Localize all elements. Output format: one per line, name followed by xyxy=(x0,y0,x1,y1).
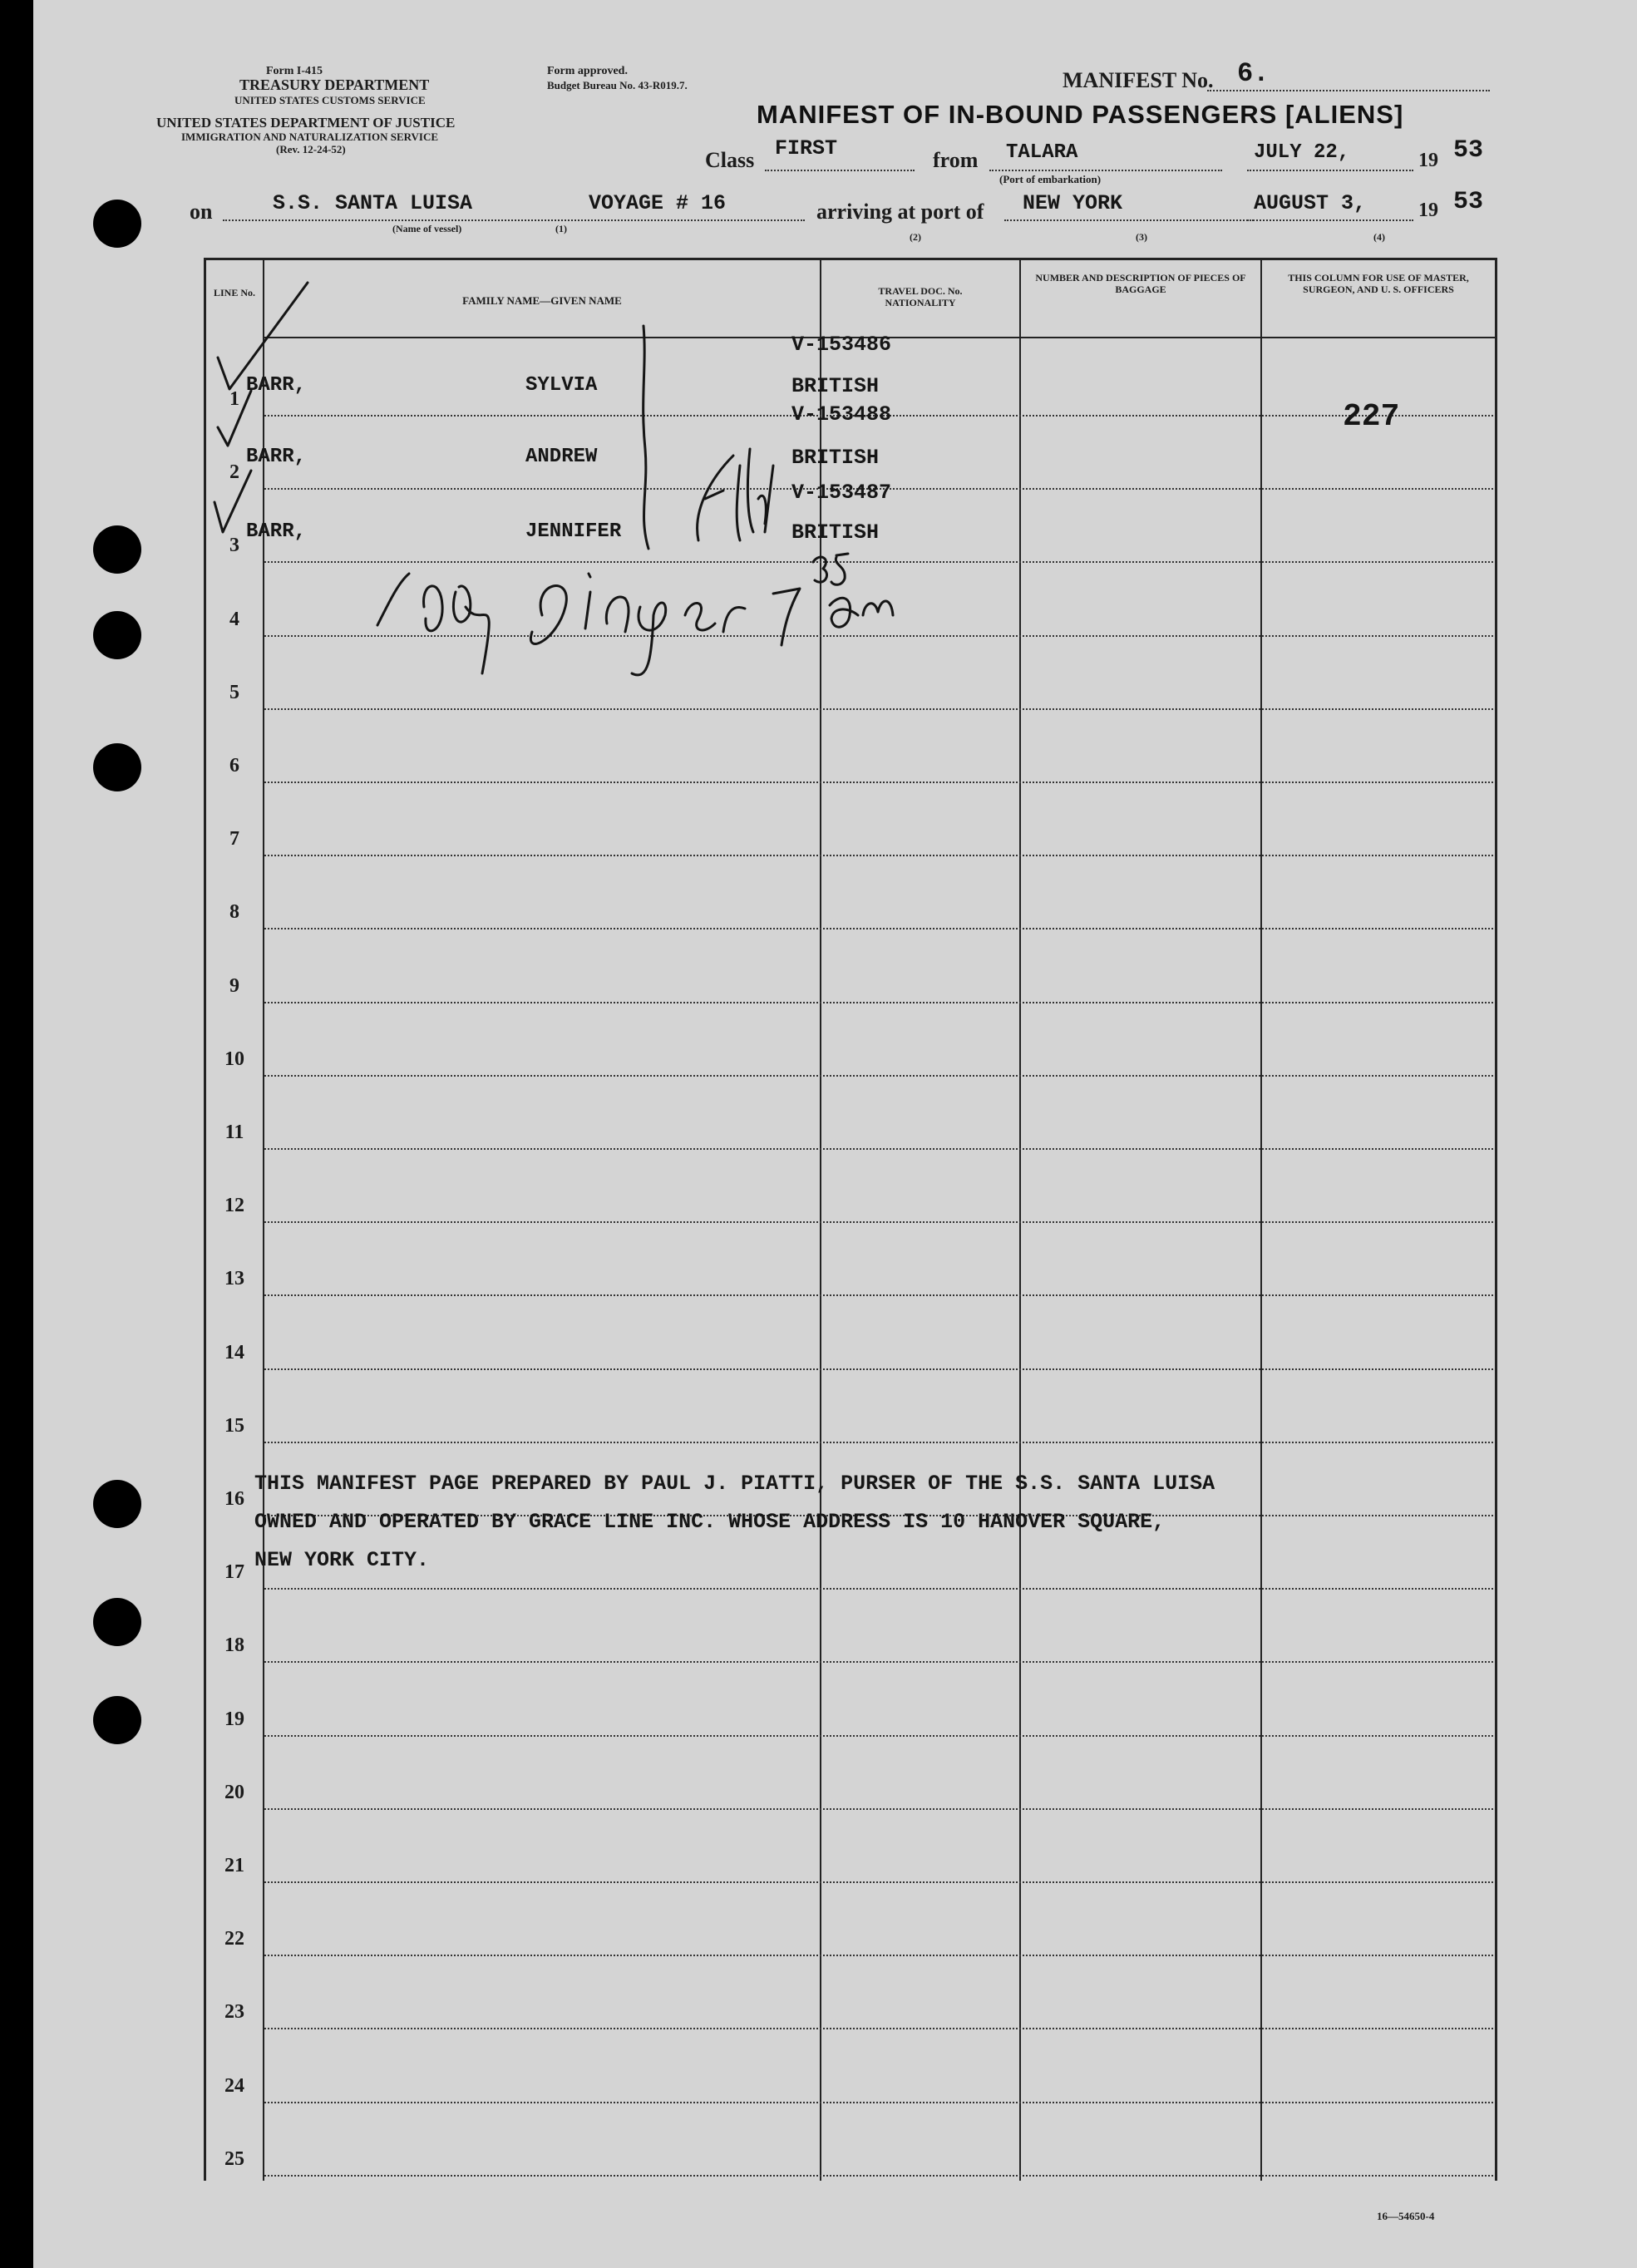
budget-bureau: Budget Bureau No. 43-R019.7. xyxy=(547,79,688,91)
col1-caption: (1) xyxy=(555,223,567,234)
port-of-embarkation-caption: (Port of embarkation) xyxy=(999,173,1102,185)
customs-service: UNITED STATES CUSTOMS SERVICE xyxy=(234,94,426,106)
departure-year: 53 xyxy=(1453,136,1484,165)
family-name-1: BARR, xyxy=(246,374,307,397)
line-number: 8 xyxy=(229,901,239,924)
form-approved: Form approved. xyxy=(547,65,628,77)
travel-doc-3: V-153487 xyxy=(791,481,892,505)
form-revision: (Rev. 12-24-52) xyxy=(276,143,346,155)
manifest-page xyxy=(33,0,1637,2268)
line-no-header: LINE No. xyxy=(213,287,255,298)
family-name-2: BARR, xyxy=(246,446,307,468)
line-number: 2 xyxy=(229,461,239,484)
travel-doc-1: V-153486 xyxy=(791,333,892,357)
travel-doc-2: V-153488 xyxy=(791,402,892,426)
line-number: 1 xyxy=(229,388,239,410)
baggage-header: NUMBER AND DESCRIPTION OF PIECES OF BAGGAGE xyxy=(1035,272,1246,295)
print-code: 16—54650-4 xyxy=(1377,2210,1435,2222)
purser-note-line-1: THIS MANIFEST PAGE PREPARED BY PAUL J. PIATTI, PURSER OF THE S.S. SANTA LUISA xyxy=(254,1472,1215,1496)
vessel-name: S.S. SANTA LUISA xyxy=(273,191,473,215)
line-number: 3 xyxy=(229,535,239,557)
line-number: 16 xyxy=(224,1488,244,1510)
name-header: FAMILY NAME—GIVEN NAME xyxy=(462,294,622,307)
purser-note-line-3: NEW YORK CITY. xyxy=(254,1548,430,1572)
nationality-2: BRITISH xyxy=(791,446,880,470)
form-number: Form I-415 xyxy=(266,65,323,77)
line-number: 13 xyxy=(224,1268,244,1290)
given-name-2: ANDREW xyxy=(525,446,598,468)
line-number: 14 xyxy=(224,1341,244,1363)
manifest-no-label: MANIFEST No. xyxy=(1063,68,1214,92)
line-number: 18 xyxy=(224,1634,244,1657)
line-number: 9 xyxy=(229,974,239,997)
col2-caption: (2) xyxy=(910,231,921,243)
vessel-caption: (Name of vessel) xyxy=(392,223,462,234)
line-number: 17 xyxy=(224,1561,244,1584)
nationality-1: BRITISH xyxy=(791,374,880,398)
line-number: 7 xyxy=(229,828,239,850)
check-mark-icon xyxy=(214,471,251,532)
handwritten-annotations xyxy=(33,0,1637,2268)
from-label: from xyxy=(933,148,979,172)
check-mark-icon xyxy=(218,283,308,389)
arrival-year-prefix: 19 xyxy=(1418,200,1438,221)
line-number: 21 xyxy=(224,1855,244,1876)
immigration-service: IMMIGRATION AND NATURALIZATION SERVICE xyxy=(181,131,439,143)
line-number: 23 xyxy=(224,2001,244,2024)
treasury-department: TREASURY DEPARTMENT xyxy=(239,76,430,93)
officer-mark: 227 xyxy=(1343,399,1400,435)
department-of-justice: UNITED STATES DEPARTMENT OF JUSTICE xyxy=(156,115,456,131)
arrival-date: AUGUST 3, xyxy=(1254,191,1367,215)
line-number: 12 xyxy=(224,1195,244,1217)
page-title: MANIFEST OF IN-BOUND PASSENGERS [ALIENS] xyxy=(757,100,1404,129)
line-number: 19 xyxy=(224,1708,244,1730)
family-name-3: BARR, xyxy=(246,520,307,543)
class-label: Class xyxy=(705,148,755,172)
line-number: 25 xyxy=(224,2147,244,2170)
departure-date: JULY 22, xyxy=(1254,141,1350,164)
arrival-port: NEW YORK xyxy=(1023,191,1123,215)
manifest-no-value: 6. xyxy=(1237,58,1270,89)
from-value: TALARA xyxy=(1006,141,1078,164)
col3-caption: (3) xyxy=(1136,231,1147,243)
arriving-label: arriving at port of xyxy=(816,200,984,224)
line-number: 20 xyxy=(224,1781,244,1803)
given-name-1: SYLVIA xyxy=(525,374,598,397)
nationality-3: BRITISH xyxy=(791,520,880,545)
arrival-year: 53 xyxy=(1453,188,1484,216)
purser-note-line-2: OWNED AND OPERATED BY GRACE LINE INC. WHOSE ADDRESS IS 10 HANOVER SQUARE, xyxy=(254,1510,1166,1534)
on-label: on xyxy=(190,200,213,224)
line-number: 10 xyxy=(224,1048,244,1070)
class-value: FIRST xyxy=(775,136,838,160)
check-mark-icon xyxy=(218,391,251,446)
line-number: 24 xyxy=(224,2074,244,2097)
line-number: 11 xyxy=(224,1122,244,1143)
col4-caption: (4) xyxy=(1373,231,1385,243)
voyage-number: VOYAGE # 16 xyxy=(589,191,727,215)
line-number: 15 xyxy=(224,1414,244,1437)
travel-doc-header: TRAVEL DOC. No. xyxy=(878,285,963,297)
line-number: 5 xyxy=(229,681,239,703)
line-number: 4 xyxy=(229,608,239,630)
officers-header: THIS COLUMN FOR USE OF MASTER, SURGEON, AND U. S. OFFICERS xyxy=(1288,272,1469,295)
nationality-header: NATIONALITY xyxy=(885,297,956,308)
line-number: 22 xyxy=(224,1928,244,1950)
given-name-3: JENNIFER xyxy=(525,520,622,543)
line-number: 6 xyxy=(229,755,239,777)
departure-year-prefix: 19 xyxy=(1418,150,1438,171)
